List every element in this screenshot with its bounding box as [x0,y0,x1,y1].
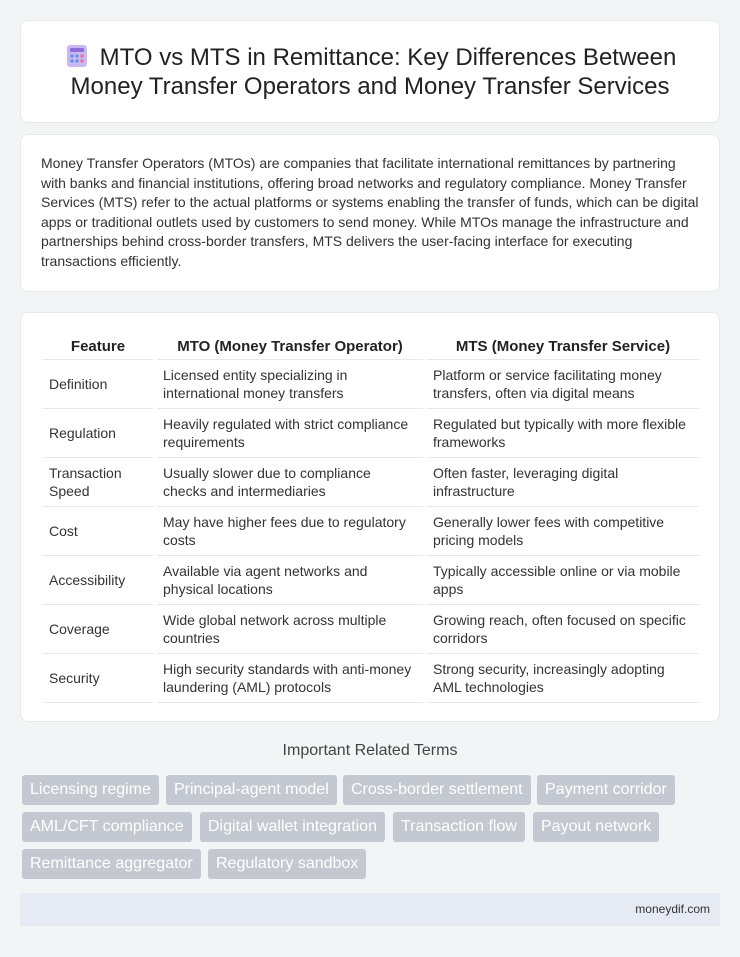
page-title-text: MTO vs MTS in Remittance: Key Differences Between Money Transfer Operators and Money Transfer Services [70,44,677,100]
footer-site[interactable]: moneydif.com [635,902,710,916]
table-row [43,360,699,409]
cell-mto: Available via agent networks and physical locations [157,556,423,605]
cell-feature: Security [43,654,153,703]
comparison-table-card [20,312,720,722]
cell-feature: Definition [43,360,153,409]
tag[interactable]: Cross-border settlement [343,775,531,805]
header-feature: Feature [43,335,153,360]
cell-mto: May have higher fees due to regulatory costs [157,507,423,556]
table-header-row [43,335,699,360]
tag[interactable]: Licensing regime [22,775,159,805]
tag[interactable]: Payment corridor [537,775,675,805]
table-row [43,507,699,556]
tag[interactable]: AML/CFT compliance [22,812,192,842]
header-mto: MTO (Money Transfer Operator) [157,335,423,360]
cell-mts: Platform or service facilitating money transfers, often via digital means [427,360,699,409]
footer [20,893,720,926]
cell-mts: Typically accessible online or via mobile apps [427,556,699,605]
cell-mts: Regulated but typically with more flexible frameworks [427,409,699,458]
cell-mto: Usually slower due to compliance checks and intermediaries [157,458,423,507]
cell-feature: Regulation [43,409,153,458]
cell-mto: Heavily regulated with strict compliance requirements [157,409,423,458]
cell-mto: Licensed entity specializing in international money transfers [157,360,423,409]
cell-mts: Growing reach, often focused on specific corridors [427,605,699,654]
cell-mto: High security standards with anti-money laundering (AML) protocols [157,654,423,703]
cell-mts: Generally lower fees with competitive pricing models [427,507,699,556]
intro-text: Money Transfer Operators (MTOs) are companies that facilitate international remittances by partnering with banks and financial institutions, offering broad networks and regulatory compliance. Money Transfer Services (MTS) refer to the actual platforms or systems enabling the transfer of funds, which can be digital apps or traditional outlets used by customers to send money. While MTOs manage the infrastructure and partnerships behind cross-border transfers, MTS delivers the user-facing interface for executing transactions efficiently. [41,155,699,269]
tag[interactable]: Payout network [533,812,659,842]
title-card [20,20,720,123]
cell-mts: Strong security, increasingly adopting AML technologies [427,654,699,703]
related-terms-title: Important Related Terms [282,742,458,759]
tag[interactable]: Regulatory sandbox [208,849,366,879]
tag[interactable]: Remittance aggregator [22,849,201,879]
table-row [43,409,699,458]
header-mts: MTS (Money Transfer Service) [427,335,699,360]
calculator-icon [64,43,90,69]
tag[interactable]: Transaction flow [393,812,525,842]
tag[interactable]: Digital wallet integration [200,812,385,842]
cell-feature: Transaction Speed [43,458,153,507]
table-row [43,654,699,703]
page-title [51,43,689,101]
table-row [43,556,699,605]
intro-card [20,134,720,292]
tag[interactable]: Principal-agent model [166,775,337,805]
table-row [43,605,699,654]
table-row [43,458,699,507]
comparison-table [43,335,699,703]
cell-mts: Often faster, leveraging digital infrastructure [427,458,699,507]
cell-feature: Coverage [43,605,153,654]
cell-mto: Wide global network across multiple countries [157,605,423,654]
cell-feature: Accessibility [43,556,153,605]
cell-feature: Cost [43,507,153,556]
